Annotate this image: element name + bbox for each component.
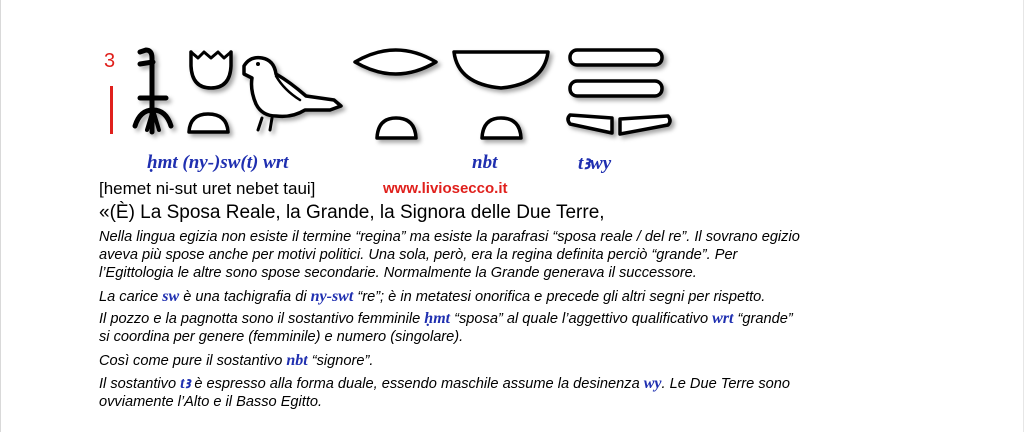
note-line	[99, 310, 793, 328]
line-number: 3	[104, 50, 116, 72]
note-text: “sposa” al quale l’aggettivo qualificativo	[450, 311, 713, 327]
mouth-icon	[355, 50, 436, 74]
note-line: si coordina per genere (femminile) e numero (singolare).	[99, 329, 464, 345]
note-line: Nella lingua egizia non esiste il termine “regina” ma esiste la parafrasi “sposa reale / del re”. Il sovrano egizio	[99, 229, 800, 245]
note-text: La carice	[99, 289, 163, 305]
note-text: è espresso alla forma duale, essendo maschile assume la desinenza	[190, 376, 644, 392]
bread-icon	[482, 118, 521, 138]
note-paragraph-5	[99, 375, 790, 411]
note-text: “grande”	[733, 311, 793, 327]
swallow-icon	[244, 58, 341, 130]
translit-term: nbt	[286, 352, 308, 369]
note-line: aveva più spose anche per motivi politici. Una sola, però, era la regina definita perciò “grande”. Per	[99, 247, 738, 263]
note-text: Il pozzo e la pagnotta sono il sostantivo femminile	[99, 311, 425, 327]
translit-term: sw	[162, 288, 180, 305]
sedge-icon	[135, 50, 171, 132]
note-text: . Le Due Terre sono	[661, 376, 790, 392]
transliteration-nbt: nbt	[472, 152, 498, 173]
hieroglyph-row	[0, 0, 1024, 160]
note-text: “re”; è in metatesi onorifica e precede gli altri segni per rispetto.	[353, 289, 766, 305]
translit-term: ḥmt	[424, 310, 451, 327]
translation: «(È) La Sposa Reale, la Grande, la Signora delle Due Terre,	[99, 202, 605, 223]
land-icon	[568, 50, 670, 134]
transliteration-hmt-nysut-wrt: ḥmt (ny-)sw(t) wrt	[147, 152, 289, 173]
note-line: l’Egittologia le altre sono spose secondarie. Normalmente la Grande generava il successore.	[99, 265, 697, 281]
basket-icon	[454, 52, 548, 88]
translit-term: ny-swt	[310, 288, 354, 305]
note-line	[99, 375, 790, 393]
website-link[interactable]: www.liviosecco.it	[383, 180, 508, 197]
note-text: Così come pure il sostantivo	[99, 353, 287, 369]
note-paragraph-2	[99, 288, 765, 306]
note-text: “signore”.	[307, 353, 374, 369]
note-text: Il sostantivo	[99, 376, 181, 392]
well-icon	[191, 52, 231, 88]
bread-icon	[189, 114, 228, 132]
translit-term: wrt	[712, 310, 734, 327]
bread-icon	[377, 118, 416, 138]
transliteration-tawy: tꜣwy	[578, 153, 612, 174]
note-text: è una tachigrafia di	[179, 289, 311, 305]
translit-term: wy	[643, 375, 662, 392]
note-paragraph-4	[99, 352, 373, 370]
translit-term: tꜣ	[180, 375, 191, 392]
pronunciation: [hemet ni-sut uret nebet taui]	[99, 179, 316, 198]
note-line: ovviamente l’Alto e il Basso Egitto.	[99, 394, 323, 410]
note-paragraph-1	[99, 228, 800, 282]
note-paragraph-3	[99, 310, 793, 346]
